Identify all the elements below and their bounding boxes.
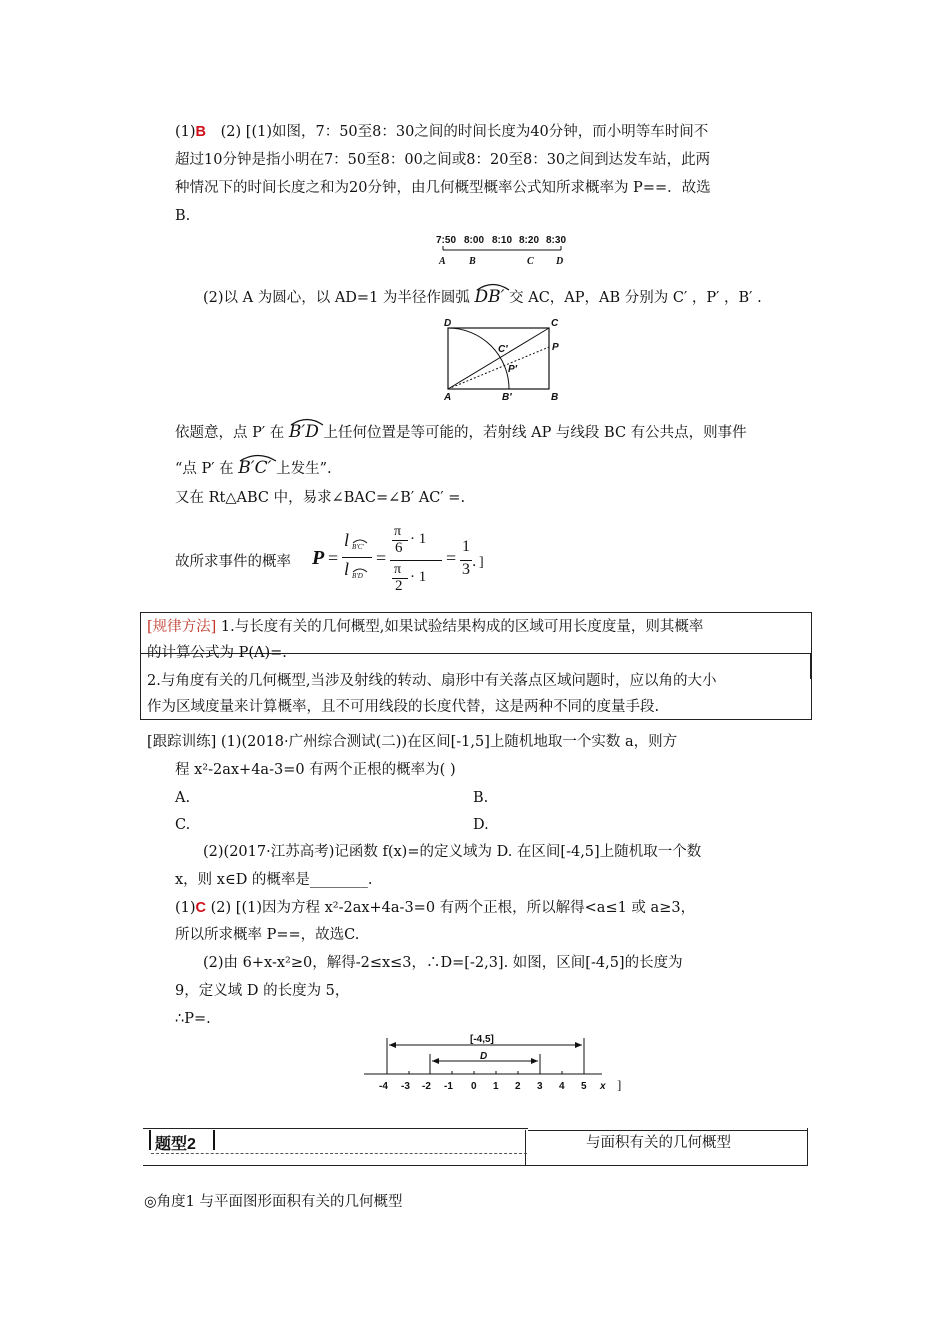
- track-ans-line3: (2)由 6+x-x²≥0，解得-2≤x≤3，∴D=[-2,3]. 如图，区间[-4,5]的长度为: [203, 955, 683, 971]
- para2-arc: B′C′: [238, 458, 272, 478]
- section-header: [143, 1128, 807, 1166]
- method-line3: 2.与角度有关的几何概型,当涉及射线的转动、扇形中有关落点区域问题时，应以角的大小: [147, 673, 717, 689]
- numline-tick-6: 2: [515, 1081, 521, 1092]
- formula-one: 1: [462, 538, 470, 555]
- formula-three: 3: [462, 561, 470, 578]
- part2-text-a: (2)以 A 为圆心，以 AD=1 为半径作圆弧: [203, 290, 470, 306]
- part2-text-b: 交 AC，AP，AB 分别为 C′ ，P′ ，B′ .: [509, 290, 762, 306]
- track-ans-prefix: (1): [175, 900, 196, 916]
- part2-arc: DB′: [474, 287, 505, 307]
- numline-tick-4: 0: [471, 1081, 477, 1092]
- numline-tick-2: -2: [422, 1081, 431, 1092]
- formula-sub-bot: B′D: [352, 572, 363, 580]
- formula-two: 2: [395, 578, 403, 594]
- q2-line1: (2)(2017·江苏高考)记函数 f(x)=的定义域为 D. 在区间[-4,5]上随机取一个数: [203, 844, 702, 860]
- rect-label-Pp: P′: [508, 364, 518, 375]
- para1-arc: B′D: [288, 422, 319, 442]
- numline-tick-8: 4: [559, 1081, 565, 1092]
- method-box: [140, 612, 812, 720]
- ex1-line1: [175, 122, 708, 142]
- method-line4: 作为区域度量来计算概率，且不可用线段的长度代替，这是两种不同的度量手段.: [147, 699, 660, 715]
- formula-l-top: l: [344, 530, 350, 550]
- method-line1: [147, 617, 703, 637]
- timeline-time-3: 8:20: [519, 235, 540, 246]
- option-B: B.: [473, 790, 489, 806]
- numline-small-label: D: [480, 1051, 488, 1062]
- method-tag: [规律方法]: [147, 619, 217, 635]
- formula-eq1: =: [328, 548, 339, 568]
- formula-six: 6: [395, 540, 403, 556]
- track-line1: [跟踪训练] (1)(2018·广州综合测试(二))在区间[-1,5]上随机地取一个实数 a，则方: [147, 734, 678, 750]
- rect-label-B: B: [551, 392, 559, 403]
- track-ans-line5: ∴P=.: [175, 1011, 211, 1027]
- timeline-figure: [430, 232, 580, 268]
- timeline-point-C: C: [527, 256, 534, 267]
- angle-heading: ◎角度1 与平面图形面积有关的几何概型: [144, 1194, 403, 1210]
- rect-label-Cp: C′: [498, 344, 508, 355]
- formula-tail: ．]: [472, 555, 484, 570]
- option-C: C.: [175, 817, 191, 833]
- prob-prefix: 故所求事件的概率: [175, 554, 291, 570]
- track-ans-line1: [175, 898, 695, 918]
- prob-formula: [312, 524, 492, 600]
- numline-bracket: ]: [617, 1077, 622, 1092]
- section-tag: 题型2: [155, 1136, 196, 1153]
- ex1-line4: B.: [175, 208, 191, 224]
- timeline-time-2: 8:10: [492, 235, 513, 246]
- rect-label-C: C: [551, 318, 559, 329]
- track-line2: 程 x²-2ax+4a-3=0 有两个正根的概率为( ): [175, 762, 456, 778]
- numline-tick-5: 1: [493, 1081, 499, 1092]
- numline-tick-1: -3: [401, 1081, 410, 1092]
- formula-dot1-top: · 1: [410, 531, 427, 547]
- method-line2: 的计算公式为 P(A)=.: [147, 645, 287, 661]
- formula-pi-top: π: [394, 524, 402, 539]
- formula-l-bot: l: [344, 559, 350, 579]
- timeline-time-0: 7:50: [436, 235, 457, 246]
- ex1-line3: 种情况下的时间长度之和为20分钟，由几何概型概率公式知所求概率为 P==．故选: [175, 180, 711, 196]
- formula-dot1-bot: · 1: [410, 569, 427, 585]
- para1-a: 依题意，点 P′ 在: [175, 425, 285, 441]
- rect-label-D: D: [444, 318, 452, 329]
- q2-line2: x，则 x∈D 的概率是________.: [175, 872, 373, 888]
- rect-label-Bp: B′: [502, 392, 512, 403]
- para2: [175, 458, 332, 479]
- track-ans-text1: (2) [(1)因为方程 x²-2ax+4a-3=0 有两个正根，所以解得<a≤1 或 a≥3，: [206, 900, 696, 916]
- formula-eq3: =: [446, 548, 457, 568]
- track-ans-letter: C: [195, 900, 207, 916]
- numline-tick-3: -1: [444, 1081, 453, 1092]
- para2-b: 上发生”.: [276, 461, 332, 477]
- rectangle-figure: [438, 314, 578, 404]
- formula-eq2: =: [376, 548, 387, 568]
- timeline-point-B: B: [469, 256, 476, 267]
- para2-a: “点 P′ 在: [175, 461, 234, 477]
- option-A: A.: [175, 790, 191, 806]
- option-D: D.: [473, 817, 489, 833]
- numline-tick-7: 3: [537, 1081, 543, 1092]
- numline-tick-0: -4: [379, 1081, 388, 1092]
- timeline-time-1: 8:00: [464, 235, 485, 246]
- timeline-point-A: A: [439, 256, 446, 267]
- ans1-text: (2) [(1)如图，7：50至8：30之间的时间长度为40分钟，而小明等车时间不: [220, 124, 709, 140]
- part2-line: [203, 287, 762, 308]
- section-title: 与面积有关的几何概型: [586, 1135, 731, 1151]
- timeline-point-D: D: [556, 256, 564, 267]
- formula-sub-top: B′C′: [352, 543, 365, 551]
- numline-tick-9: 5: [581, 1081, 587, 1092]
- formula-pi-bot: π: [394, 562, 402, 577]
- ans1-prefix: (1): [175, 124, 196, 140]
- track-ans-line2: 所以所求概率 P==，故选C.: [175, 927, 360, 943]
- rect-label-A: A: [444, 392, 452, 403]
- para1-b: 上任何位置是等可能的，若射线 AP 与线段 BC 有公共点，则事件: [323, 425, 747, 441]
- ex1-line2: 超过10分钟是指小明在7：50至8：00之间或8：20至8：30之间到达发车站，此两: [175, 152, 711, 168]
- para1: [175, 422, 747, 443]
- ans1-letter: B: [195, 124, 207, 140]
- numline-big-label: [-4,5]: [470, 1034, 494, 1045]
- numline-x-label: x: [600, 1081, 606, 1092]
- formula-P: P: [312, 547, 325, 569]
- number-line-figure: [362, 1034, 632, 1096]
- timeline-time-4: 8:30: [546, 235, 567, 246]
- rect-label-P: P: [552, 342, 559, 353]
- method-l1: 1.与长度有关的几何概型,如果试验结果构成的区域可用长度度量，则其概率: [216, 619, 704, 635]
- track-ans-line4: 9，定义域 D 的长度为 5，: [175, 983, 350, 999]
- para3: 又在 Rt△ABC 中，易求∠BAC=∠B′ AC′ =.: [175, 490, 466, 506]
